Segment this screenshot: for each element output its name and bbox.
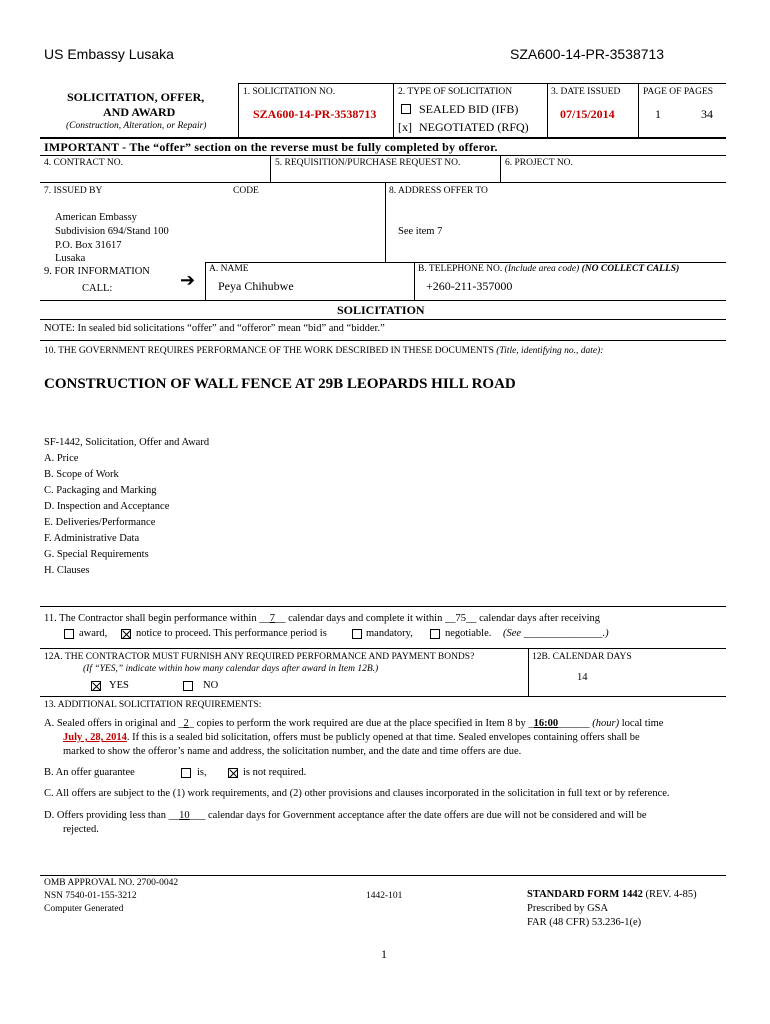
rule xyxy=(205,262,206,300)
info-call-label: CALL: xyxy=(82,283,113,294)
calendar-days-label: 12B. CALENDAR DAYS xyxy=(532,652,632,662)
rule xyxy=(270,155,271,182)
arrow-right-icon: ➔ xyxy=(180,270,196,290)
contract-no-label: 4. CONTRACT NO. xyxy=(44,158,123,168)
rule xyxy=(385,182,386,262)
item13c-text: C. All offers are subject to the (1) work requirements, and (2) other provisions and clauses incorporated in the solicitation in full text or by reference. xyxy=(44,788,670,799)
rule xyxy=(638,83,639,138)
rule xyxy=(547,83,548,138)
project-no-label: 6. PROJECT NO. xyxy=(505,158,573,168)
issuer-address-line: American Embassy xyxy=(55,212,137,223)
negotiable-checkbox[interactable] xyxy=(430,629,440,639)
bonds-yes-checkbox[interactable] xyxy=(91,681,101,691)
guarantee-not-required-checkbox[interactable] xyxy=(228,768,238,778)
address-offer-value: See item 7 xyxy=(398,226,443,237)
rule xyxy=(40,340,726,341)
rule xyxy=(40,300,726,301)
form-code: 1442-101 xyxy=(366,891,403,901)
issued-by-label: 7. ISSUED BY xyxy=(44,186,103,196)
header-right: SZA600-14-PR-3538713 xyxy=(510,46,665,62)
rule xyxy=(238,83,726,84)
prescribed-by: Prescribed by GSA xyxy=(527,903,609,914)
document-list-item: C. Packaging and Marking xyxy=(44,485,157,496)
item13a-text: A. Sealed offers in original and _2_ copies to perform the work required are due at the place specified in Item 8 by _16:00______ (hour) local time xyxy=(44,718,664,729)
guarantee-is-checkbox[interactable] xyxy=(181,768,191,778)
bonds-yes-label: YES xyxy=(109,680,129,691)
contact-name-value: Peya Chihubwe xyxy=(218,279,294,293)
item13a-text: marked to show the offeror’s name and address, the solicitation number, and the date and time offers are due. xyxy=(63,746,522,757)
bonds-hint: (If “YES,” indicate within how many calendar days after award in Item 12B.) xyxy=(83,664,379,674)
page-of-pages-label: PAGE OF PAGES xyxy=(643,87,714,97)
contact-name-label: A. NAME xyxy=(209,264,249,274)
rule xyxy=(40,155,726,156)
page-number: 1 xyxy=(655,107,661,121)
notice-to-proceed-checkbox[interactable] xyxy=(121,629,131,639)
calendar-days-value: 14 xyxy=(577,672,588,683)
document-list-item: E. Deliveries/Performance xyxy=(44,517,156,528)
computer-generated: Computer Generated xyxy=(44,904,124,914)
sealed-bid-checkbox[interactable] xyxy=(401,104,411,114)
award-label: award, xyxy=(79,628,108,639)
document-list-item: B. Scope of Work xyxy=(44,469,119,480)
sealed-bid-note: NOTE: In sealed bid solicitations “offer” and “offeror” mean “bid” and “bidder.” xyxy=(44,323,385,334)
rule xyxy=(414,262,415,300)
rule xyxy=(205,262,726,263)
negotiable-label: negotiable. xyxy=(445,628,492,639)
far-reference: FAR (48 CFR) 53.236-1(e) xyxy=(527,917,642,928)
mandatory-checkbox[interactable] xyxy=(352,629,362,639)
negotiated-label: NEGOTIATED (RFQ) xyxy=(419,120,529,134)
standard-form-id: STANDARD FORM 1442 (REV. 4-85) xyxy=(527,889,697,900)
solicitation-type-label: 2. TYPE OF SOLICITATION xyxy=(398,87,513,97)
document-list-item: H. Clauses xyxy=(44,565,90,576)
item13b-text: B. An offer guarantee xyxy=(44,767,135,778)
code-label: CODE xyxy=(233,186,259,196)
solicitation-heading: SOLICITATION xyxy=(337,303,425,317)
rule xyxy=(500,155,501,182)
issuer-address-line: P.O. Box 31617 xyxy=(55,240,122,251)
important-notice: IMPORTANT - The “offer” section on the reverse must be fully completed by offeror. xyxy=(44,140,498,154)
rule xyxy=(238,83,239,138)
issuer-address-line: Subdivision 694/Stand 100 xyxy=(55,226,169,237)
address-offer-label: 8. ADDRESS OFFER TO xyxy=(389,186,488,196)
total-pages: 34 xyxy=(701,107,713,121)
rule xyxy=(40,137,726,139)
rule xyxy=(40,648,726,649)
form-title: AND AWARD xyxy=(103,105,176,119)
award-checkbox[interactable] xyxy=(64,629,74,639)
rule xyxy=(528,648,529,696)
see-reference: (See _______________.) xyxy=(503,628,609,639)
item13-label: 13. ADDITIONAL SOLICITATION REQUIREMENTS: xyxy=(44,700,262,710)
guarantee-not-required-label: is not required. xyxy=(243,767,307,778)
project-title: CONSTRUCTION OF WALL FENCE AT 29B LEOPARDS HILL ROAD xyxy=(44,376,516,392)
telephone-label: B. TELEPHONE NO. (Include area code) (NO COLLECT CALLS) xyxy=(418,264,680,274)
item13d-text: D. Offers providing less than __10___ calendar days for Government acceptance after the date offers are due will not be considered and will be xyxy=(44,810,647,821)
rule xyxy=(393,83,394,138)
item11-text: 11. The Contractor shall begin performance within __7__ calendar days and complete it within __75__ calendar days after receiving xyxy=(44,613,601,624)
form-subtitle: (Construction, Alteration, or Repair) xyxy=(66,121,207,131)
document-list-item: G. Special Requirements xyxy=(44,549,149,560)
document-list-item: A. Price xyxy=(44,453,79,464)
item13a-text: July , 28, 2014. If this is a sealed bid solicitation, offers must be publicly opened at that time. Sealed envelopes containing offers shall be xyxy=(63,732,640,743)
bonds-no-label: NO xyxy=(203,680,219,691)
issuer-address-line: Lusaka xyxy=(55,253,86,264)
requisition-no-label: 5. REQUISITION/PURCHASE REQUEST NO. xyxy=(275,158,461,168)
bonds-question: 12A. THE CONTRACTOR MUST FURNISH ANY REQUIRED PERFORMANCE AND PAYMENT BONDS? xyxy=(44,652,475,662)
document-list-item: F. Administrative Data xyxy=(44,533,140,544)
omb-approval: OMB APPROVAL NO. 2700-0042 xyxy=(44,878,179,888)
rule xyxy=(40,182,726,183)
date-issued-label: 3. DATE ISSUED xyxy=(551,87,621,97)
rule xyxy=(40,696,726,697)
page-footer-number: 1 xyxy=(381,947,387,961)
info-call-label: 9. FOR INFORMATION xyxy=(44,266,150,277)
mandatory-label: mandatory, xyxy=(366,628,413,639)
document-list-item: D. Inspection and Acceptance xyxy=(44,501,170,512)
rule xyxy=(40,606,726,607)
header-left: US Embassy Lusaka xyxy=(44,46,174,62)
item13d-text: rejected. xyxy=(63,824,99,835)
guarantee-is-label: is, xyxy=(197,767,207,778)
form-title: SOLICITATION, OFFER, xyxy=(67,90,205,104)
date-issued-value: 07/15/2014 xyxy=(560,107,615,121)
rule xyxy=(40,319,726,320)
sealed-bid-label: SEALED BID (IFB) xyxy=(419,102,519,116)
negotiated-mark: [x] xyxy=(398,120,412,134)
solicitation-no-value: SZA600-14-PR-3538713 xyxy=(253,107,377,121)
telephone-value: +260-211-357000 xyxy=(426,279,513,293)
document-list-item: SF-1442, Solicitation, Offer and Award xyxy=(44,437,210,448)
bonds-no-checkbox[interactable] xyxy=(183,681,193,691)
solicitation-no-label: 1. SOLICITATION NO. xyxy=(243,87,336,97)
nsn-number: NSN 7540-01-155-3212 xyxy=(44,891,137,901)
item10-label: 10. THE GOVERNMENT REQUIRES PERFORMANCE OF THE WORK DESCRIBED IN THESE DOCUMENTS (Title, identifying no., date): xyxy=(44,346,604,356)
notice-label: notice to proceed. This performance period is xyxy=(136,628,327,639)
rule xyxy=(40,875,726,876)
